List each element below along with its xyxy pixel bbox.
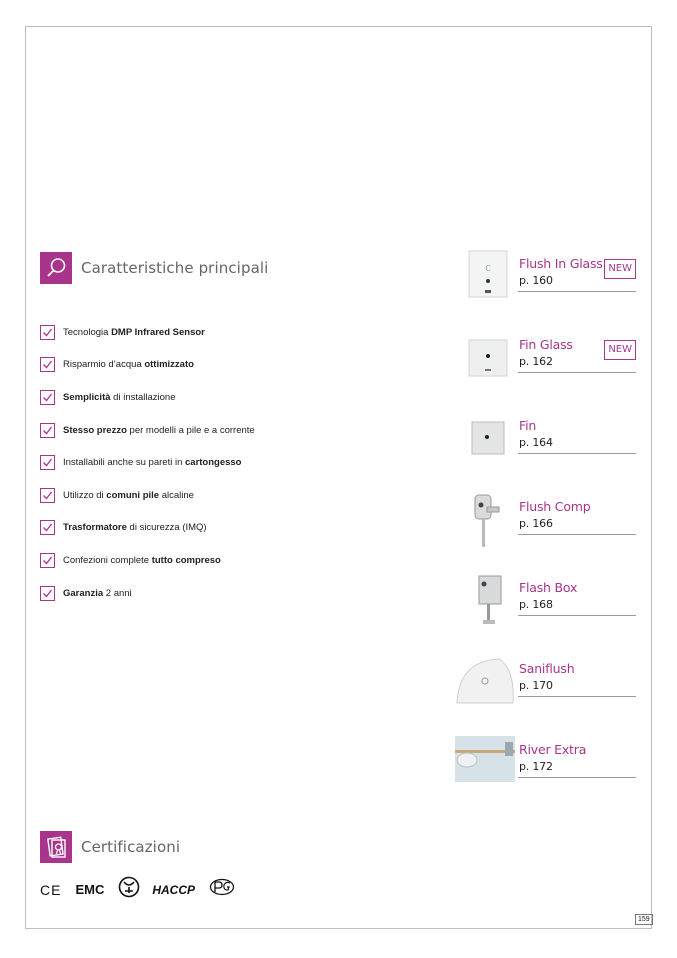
product-name: Flush Comp xyxy=(519,499,591,514)
checkbox-icon xyxy=(40,586,55,601)
haccp-mark: HACCP xyxy=(152,882,196,897)
features-heading xyxy=(40,252,268,284)
product-fin-glass[interactable] xyxy=(455,331,636,391)
product-divider xyxy=(518,453,636,454)
product-flush-comp[interactable] xyxy=(455,493,636,553)
product-page: p. 164 xyxy=(519,436,553,449)
feature-item xyxy=(40,479,255,512)
page-number: 159 xyxy=(635,914,653,925)
new-badge: NEW xyxy=(604,259,636,279)
search-icon xyxy=(40,252,72,284)
product-page: p. 172 xyxy=(519,760,553,773)
product-name: Flash Box xyxy=(519,580,578,595)
product-divider xyxy=(518,534,636,535)
checkbox-icon xyxy=(40,520,55,535)
checkbox-icon xyxy=(40,390,55,405)
product-divider xyxy=(518,696,636,697)
checkbox-icon xyxy=(40,357,55,372)
saniflush-image xyxy=(455,655,515,710)
product-fin[interactable] xyxy=(455,412,636,472)
feature-item xyxy=(40,316,255,349)
product-page: p. 162 xyxy=(519,355,553,368)
feature-item xyxy=(40,577,255,610)
feature-text: Installabili anche su pareti in cartongesso xyxy=(63,457,242,469)
feature-item xyxy=(40,544,255,577)
fin-glass-image xyxy=(455,331,515,386)
flash-box-image xyxy=(455,574,515,629)
checkbox-icon xyxy=(40,325,55,340)
feature-text: Semplicità di installazione xyxy=(63,391,176,403)
feature-text: Stesso prezzo per modelli a pile e a corrente xyxy=(63,424,255,436)
product-divider xyxy=(518,291,636,292)
product-name: River Extra xyxy=(519,742,587,757)
certifications-title: Certificazioni xyxy=(81,838,181,856)
river-extra-image xyxy=(455,736,515,791)
checkbox-icon xyxy=(40,455,55,470)
features-title: Caratteristiche principali xyxy=(81,259,269,277)
product-river-extra[interactable] xyxy=(455,736,636,796)
product-saniflush[interactable] xyxy=(455,655,636,715)
flush-comp-image xyxy=(455,493,515,548)
svg-text:C: C xyxy=(485,264,491,273)
product-name: Saniflush xyxy=(519,661,575,676)
feature-item xyxy=(40,381,255,414)
feature-text: Trasformatore di sicurezza (IMQ) xyxy=(63,522,207,534)
product-name: Flush In Glass xyxy=(519,256,603,271)
feature-item xyxy=(40,349,255,382)
product-flash-box[interactable] xyxy=(455,574,636,634)
fin-image xyxy=(455,412,515,467)
certification-marks xyxy=(40,876,249,903)
product-flush-in-glass[interactable] xyxy=(455,250,636,310)
product-divider xyxy=(518,615,636,616)
feature-text: Utilizzo di comuni pile alcaline xyxy=(63,489,194,501)
feature-item xyxy=(40,512,255,545)
pct-logo-icon xyxy=(209,878,235,901)
product-page: p. 160 xyxy=(519,274,553,287)
feature-text: Confezioni complete tutto compreso xyxy=(63,554,221,566)
imq-logo-icon xyxy=(118,876,140,903)
product-divider xyxy=(518,372,636,373)
product-page: p. 170 xyxy=(519,679,553,692)
feature-text: Tecnologia DMP Infrared Sensor xyxy=(63,326,205,338)
checkbox-icon xyxy=(40,553,55,568)
product-divider xyxy=(518,777,636,778)
new-badge: NEW xyxy=(604,340,636,360)
product-name: Fin Glass xyxy=(519,337,573,352)
ce-mark: CE xyxy=(40,881,62,898)
certifications-heading xyxy=(40,831,180,863)
product-page: p. 166 xyxy=(519,517,553,530)
product-name: Fin xyxy=(519,418,537,433)
checkbox-icon xyxy=(40,488,55,503)
feature-text: Risparmio d’acqua ottimizzato xyxy=(63,359,194,371)
checkbox-icon xyxy=(40,423,55,438)
feature-item xyxy=(40,446,255,479)
feature-item xyxy=(40,414,255,447)
product-page: p. 168 xyxy=(519,598,553,611)
features-list xyxy=(40,316,255,609)
emc-mark: EMC xyxy=(75,882,105,897)
feature-text: Garanzia 2 anni xyxy=(63,587,132,599)
flush-in-glass-image xyxy=(455,250,515,305)
certificate-icon xyxy=(40,831,72,863)
